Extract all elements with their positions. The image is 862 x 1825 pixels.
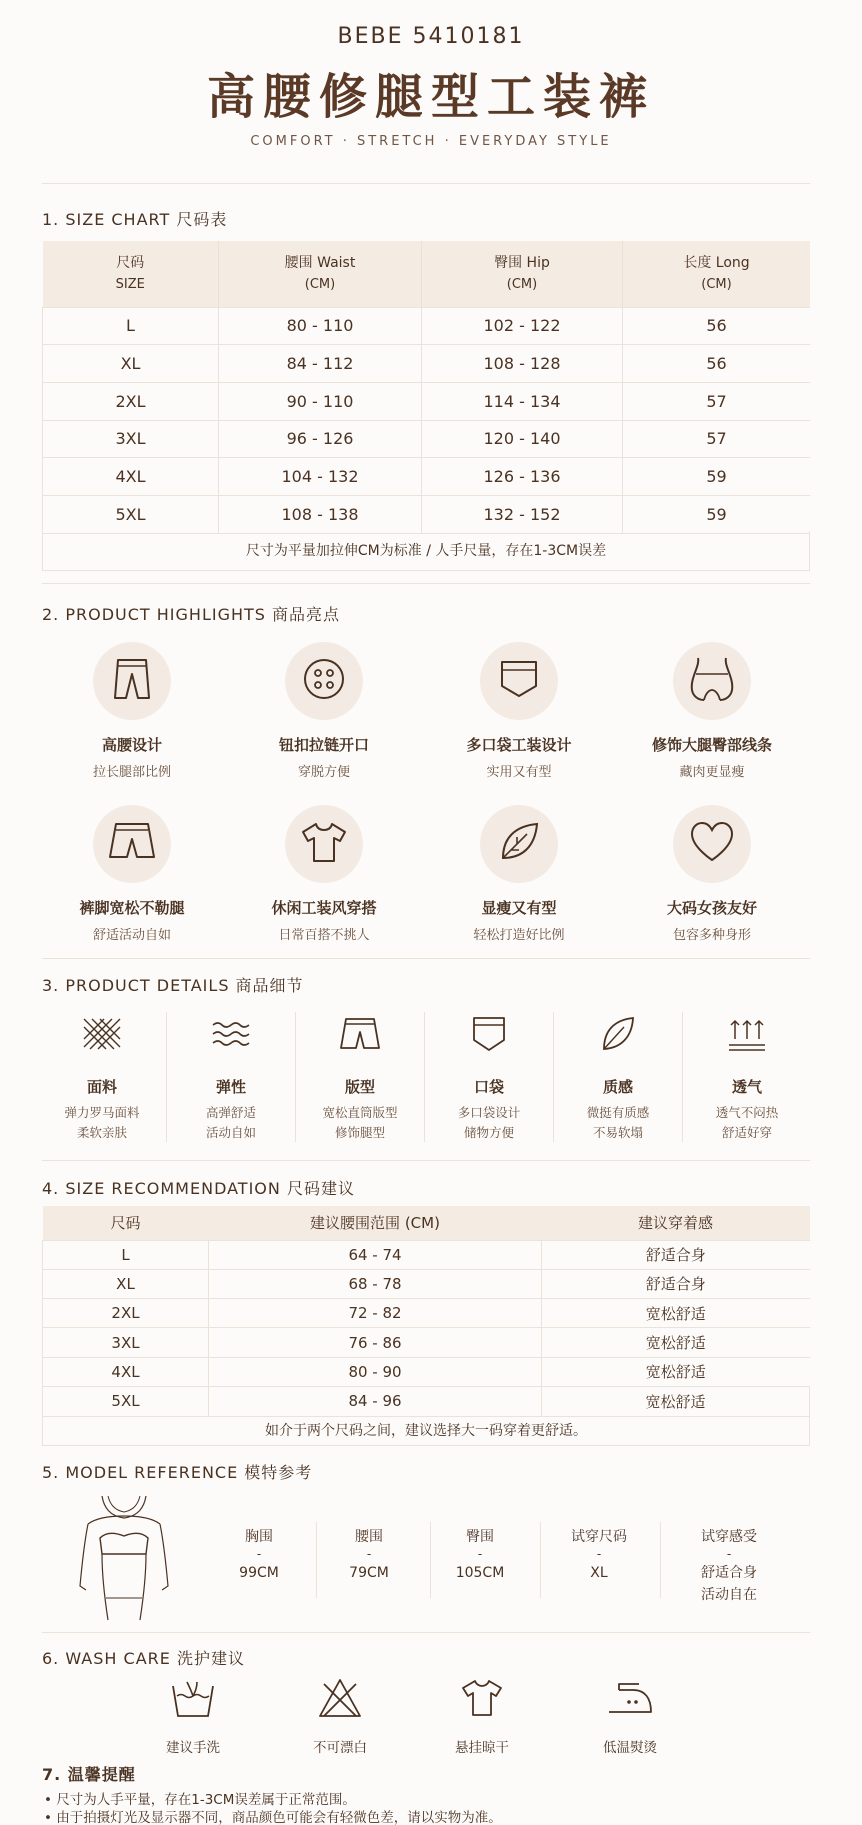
highlight-item xyxy=(616,642,808,780)
model-stat: 腰围 - 79CM xyxy=(314,1526,424,1584)
shorts-icon xyxy=(340,1016,380,1056)
table-cell: 96 - 126 xyxy=(219,420,422,458)
detail-desc: 微挺有质感 xyxy=(586,1105,650,1120)
section-title-details: 3. PRODUCT DETAILS 商品细节 xyxy=(42,976,304,995)
heart-icon xyxy=(689,821,735,867)
table-cell: 108 - 128 xyxy=(422,345,623,383)
table-cell: 宽松舒适 xyxy=(542,1299,810,1328)
detail-item xyxy=(167,1012,295,1143)
wash-item xyxy=(570,1676,690,1756)
wash-item xyxy=(133,1676,253,1756)
detail-desc: 弹力罗马面料 xyxy=(64,1105,140,1120)
wash-item xyxy=(422,1676,542,1756)
detail-desc: 高弹舒适 xyxy=(205,1105,256,1120)
table-cell: 84 - 112 xyxy=(219,345,422,383)
detail-item xyxy=(425,1012,553,1143)
table-cell: L xyxy=(43,1240,209,1269)
model-stat-label: 试穿尺码 xyxy=(571,1529,627,1545)
table-cell: L xyxy=(43,307,219,345)
table-cell: 3XL xyxy=(43,1328,209,1357)
size-chart-table xyxy=(42,241,810,534)
highlight-desc: 实用又有型 xyxy=(486,765,552,780)
wash-label: 建议手洗 xyxy=(166,1740,220,1756)
button-icon xyxy=(302,657,346,705)
section-title-tips: 7. 温馨提醒 xyxy=(42,1765,136,1784)
highlight-name: 显瘦又有型 xyxy=(481,899,557,917)
table-header-cell: 尺码 xyxy=(43,1206,209,1240)
model-figure-illustration xyxy=(78,1494,170,1626)
tip-item: • 尺寸为人手平量，存在1-3CM误差属于正常范围。 xyxy=(44,1792,356,1808)
table-header-cell: 长度 Long (CM) xyxy=(623,241,811,307)
tshirt-icon xyxy=(300,821,348,867)
table-row xyxy=(43,345,811,383)
size-recommendation-table xyxy=(42,1206,810,1416)
table-cell: 68 - 78 xyxy=(209,1269,542,1298)
model-stat: 臀围 - 105CM xyxy=(425,1526,535,1584)
table-header-row xyxy=(43,241,811,307)
table-header-row xyxy=(43,1206,810,1240)
table-cell: 80 - 110 xyxy=(219,307,422,345)
model-stat-value: 99CM xyxy=(239,1565,279,1581)
hand-wash-icon xyxy=(171,1678,215,1722)
detail-item xyxy=(296,1012,424,1143)
table-header-cell: 尺码 SIZE xyxy=(43,241,219,307)
divider xyxy=(42,1632,810,1633)
highlight-item xyxy=(228,805,420,943)
detail-name: 版型 xyxy=(344,1078,375,1096)
wash-label: 低温熨烫 xyxy=(603,1740,657,1756)
detail-name: 弹性 xyxy=(215,1078,246,1096)
table-cell: 108 - 138 xyxy=(219,495,422,533)
stretch-waves-icon xyxy=(211,1021,251,1051)
table-cell: 102 - 122 xyxy=(422,307,623,345)
recommendation-note: 如介于两个尺码之间，建议选择大一码穿着更舒适。 xyxy=(42,1416,810,1446)
table-row xyxy=(43,420,811,458)
highlight-name: 大码女孩友好 xyxy=(666,899,757,917)
model-stat-label: 臀围 xyxy=(466,1529,494,1545)
highlight-desc: 藏肉更显瘦 xyxy=(679,765,745,780)
divider xyxy=(42,1160,810,1161)
divider xyxy=(42,958,810,959)
table-header-cell: 建议腰围范围 (CM) xyxy=(209,1206,542,1240)
divider xyxy=(540,1522,541,1598)
table-cell: 76 - 86 xyxy=(209,1328,542,1357)
breathable-icon xyxy=(727,1017,767,1055)
page-title: 高腰修腿型工装裤 xyxy=(206,69,655,125)
table-row xyxy=(43,1357,810,1386)
detail-name: 质感 xyxy=(602,1078,633,1096)
model-stat-value: XL xyxy=(590,1565,608,1581)
detail-desc: 宽松直筒版型 xyxy=(322,1105,398,1120)
table-header-cell: 腰围 Waist (CM) xyxy=(219,241,422,307)
no-bleach-icon xyxy=(318,1678,362,1722)
model-stat: 胸围 - 99CM xyxy=(204,1526,314,1584)
wide-shorts-icon xyxy=(108,821,156,867)
size-chart-note: 尺寸为平量加拉伸CM为标准 / 人手尺量，存在1-3CM误差 xyxy=(42,531,810,571)
table-cell: 57 xyxy=(623,420,811,458)
table-cell: 80 - 90 xyxy=(209,1357,542,1386)
highlight-name: 裤脚宽松不勒腿 xyxy=(79,899,185,917)
wash-label: 不可漂白 xyxy=(313,1740,367,1756)
model-stat-value: 舒适合身 xyxy=(701,1565,757,1581)
table-cell: 90 - 110 xyxy=(219,382,422,420)
table-cell: 2XL xyxy=(43,382,219,420)
detail-desc: 舒适好穿 xyxy=(721,1125,772,1140)
detail-desc: 柔软亲肤 xyxy=(76,1125,127,1140)
feather-icon xyxy=(600,1015,636,1057)
table-cell: 4XL xyxy=(43,1357,209,1386)
table-cell: 3XL xyxy=(43,420,219,458)
highlight-desc: 日常百搭不挑人 xyxy=(278,928,370,943)
table-row xyxy=(43,1269,810,1298)
highlight-name: 修饰大腿臀部线条 xyxy=(651,736,772,754)
highlight-item xyxy=(616,805,808,943)
highlight-item xyxy=(423,805,615,943)
table-cell: 114 - 134 xyxy=(422,382,623,420)
table-cell: 宽松舒适 xyxy=(542,1328,810,1357)
table-header-cell: 建议穿着感 xyxy=(542,1206,810,1240)
detail-desc: 活动自如 xyxy=(205,1125,256,1140)
table-cell: 5XL xyxy=(43,1386,209,1415)
divider xyxy=(660,1522,661,1598)
pocket-icon xyxy=(471,1015,507,1057)
tip-item: • 由于拍摄灯光及显示器不同，商品颜色可能会有轻微色差，请以实物为准。 xyxy=(44,1810,502,1825)
highlight-name: 休闲工装风穿搭 xyxy=(271,899,377,917)
model-stat-value: 79CM xyxy=(349,1565,389,1581)
table-cell: 4XL xyxy=(43,458,219,496)
highlight-name: 高腰设计 xyxy=(101,736,162,754)
section-title-highlights: 2. PRODUCT HIGHLIGHTS 商品亮点 xyxy=(42,605,341,624)
highlight-item xyxy=(228,642,420,780)
table-cell: 宽松舒适 xyxy=(542,1357,810,1386)
detail-desc: 修饰腿型 xyxy=(334,1125,385,1140)
table-row xyxy=(43,382,811,420)
model-stat: 试穿尺码 - XL xyxy=(544,1526,654,1584)
shorts-icon xyxy=(112,657,152,705)
table-cell: XL xyxy=(43,1269,209,1298)
model-stat-value: 活动自在 xyxy=(701,1587,757,1603)
table-row xyxy=(43,307,811,345)
highlight-desc: 拉长腿部比例 xyxy=(92,765,171,780)
section-title-size-chart: 1. SIZE CHART 尺码表 xyxy=(42,210,228,229)
table-cell: 84 - 96 xyxy=(209,1386,542,1415)
detail-item xyxy=(38,1012,166,1143)
pocket-icon xyxy=(498,658,540,704)
page-subtitle: COMFORT · STRETCH · EVERYDAY STYLE xyxy=(250,134,612,149)
table-header-cell: 臀围 Hip (CM) xyxy=(422,241,623,307)
highlight-desc: 包容多种身形 xyxy=(672,928,751,943)
section-title-wash: 6. WASH CARE 洗护建议 xyxy=(42,1649,245,1668)
detail-item xyxy=(683,1012,811,1143)
fabric-icon xyxy=(82,1017,122,1055)
highlight-item xyxy=(36,642,228,780)
leaf-icon xyxy=(497,820,541,868)
brand-code: BEBE 5410181 xyxy=(337,24,525,49)
detail-item xyxy=(554,1012,682,1143)
table-cell: 2XL xyxy=(43,1299,209,1328)
model-stat: 试穿感受 - 舒适合身 活动自在 xyxy=(674,1526,784,1606)
table-cell: 57 xyxy=(623,382,811,420)
detail-desc: 透气不闷热 xyxy=(715,1105,779,1120)
table-cell: 59 xyxy=(623,458,811,496)
table-cell: 64 - 74 xyxy=(209,1240,542,1269)
table-cell: 120 - 140 xyxy=(422,420,623,458)
table-cell: 56 xyxy=(623,307,811,345)
section-title-recommendation: 4. SIZE RECOMMENDATION 尺码建议 xyxy=(42,1179,355,1198)
divider xyxy=(42,583,810,584)
detail-desc: 不易软塌 xyxy=(592,1125,643,1140)
iron-low-icon xyxy=(607,1680,653,1720)
highlight-desc: 穿脱方便 xyxy=(297,765,350,780)
table-cell: 126 - 136 xyxy=(422,458,623,496)
highlight-desc: 舒适活动自如 xyxy=(92,928,171,943)
table-cell: XL xyxy=(43,345,219,383)
highlight-item xyxy=(36,805,228,943)
table-cell: 5XL xyxy=(43,495,219,533)
table-cell: 56 xyxy=(623,345,811,383)
wash-item xyxy=(280,1676,400,1756)
model-stat-label: 胸围 xyxy=(245,1529,273,1545)
table-row xyxy=(43,1299,810,1328)
hips-icon xyxy=(688,656,736,706)
highlight-desc: 轻松打造好比例 xyxy=(473,928,565,943)
detail-name: 透气 xyxy=(731,1078,762,1096)
table-cell: 132 - 152 xyxy=(422,495,623,533)
divider xyxy=(42,183,810,184)
highlight-item xyxy=(423,642,615,780)
table-row xyxy=(43,1328,810,1357)
table-cell: 59 xyxy=(623,495,811,533)
table-row xyxy=(43,458,811,496)
highlight-name: 钮扣拉链开口 xyxy=(278,736,369,754)
table-cell: 72 - 82 xyxy=(209,1299,542,1328)
model-stat-value: 105CM xyxy=(455,1565,505,1581)
table-row xyxy=(43,495,811,533)
detail-name: 面料 xyxy=(86,1078,117,1096)
table-cell: 宽松舒适 xyxy=(542,1386,810,1415)
detail-desc: 储物方便 xyxy=(463,1125,514,1140)
detail-name: 口袋 xyxy=(473,1078,504,1096)
highlight-name: 多口袋工装设计 xyxy=(466,736,572,754)
hang-dry-icon xyxy=(460,1679,504,1721)
model-stat-label: 腰围 xyxy=(355,1529,383,1545)
wash-label: 悬挂晾干 xyxy=(455,1740,509,1756)
table-cell: 舒适合身 xyxy=(542,1240,810,1269)
model-stat-label: 试穿感受 xyxy=(701,1529,757,1545)
table-cell: 舒适合身 xyxy=(542,1269,810,1298)
detail-desc: 多口袋设计 xyxy=(457,1105,521,1120)
section-title-model: 5. MODEL REFERENCE 模特参考 xyxy=(42,1463,313,1482)
table-row xyxy=(43,1240,810,1269)
table-row xyxy=(43,1386,810,1415)
table-cell: 104 - 132 xyxy=(219,458,422,496)
